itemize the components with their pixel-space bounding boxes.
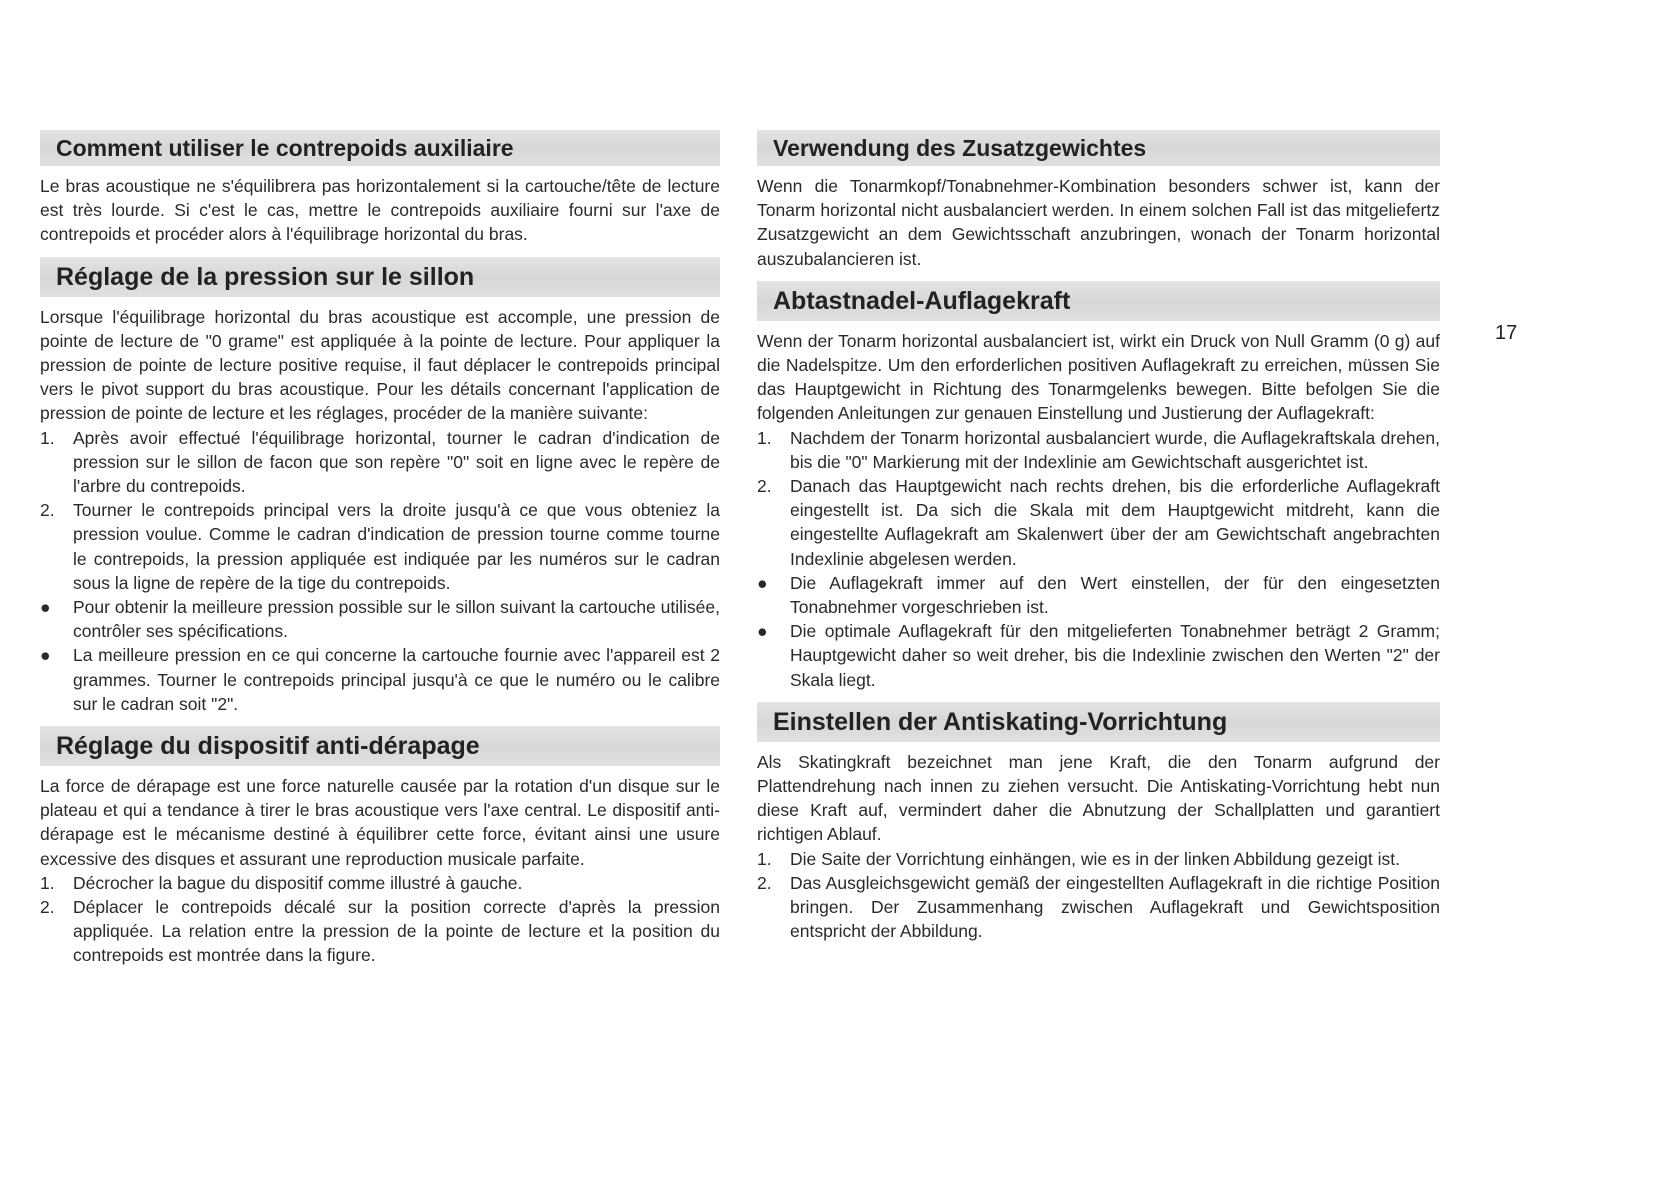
section-tracking-force-de [757,281,1440,692]
list-marker: 1. [40,427,55,448]
instruction-list [757,847,1440,944]
bullet-icon: ● [757,621,768,642]
list-item [757,847,1440,871]
list-item [40,498,720,595]
list-item-text: Tourner le contrepoids principal vers la droite jusqu'à ce que vous obteniez la pression voulue. Comme le cadran d'indication de pression tourne comme tourne le contrepoids, la pression appliquée est indiquée par les numéros sur le cadran sous la ligne de repère de la tige du contrepoids. [73,500,720,593]
list-marker: 2. [40,500,55,521]
section-paragraph: Le bras acoustique ne s'équilibrera pas horizontalement si la cartouche/tête de lecture est très lourde. Si c'est le cas, mettre le contrepoids auxiliaire fourni sur l'axe de contrepoids et procéder alors à l'équilibrage horizontal du bras. [40,176,720,245]
section-heading: Réglage du dispositif anti-dérapage [40,726,720,766]
section-antiskating-de [757,702,1440,944]
list-item [757,619,1440,692]
french-column [40,130,720,978]
list-marker: 1. [40,872,55,893]
list-marker: 2. [40,897,55,918]
section-heading: Abtastnadel-Auflagekraft [757,281,1440,321]
list-item-text: Die Saite der Vorrichtung einhängen, wie es in der linken Abbildung gezeigt ist. [790,848,1400,869]
list-marker: 2. [757,476,772,497]
section-paragraph: Wenn die Tonarmkopf/Tonabnehmer-Kombination besonders schwer ist, kann der Tonarm horizontal nicht ausbalanciert werden. In einem solchen Fall ist das mitgeliefertz Zusatzgewicht an dem Gewichtsschaft anzubringen, wonach der Tonarm horizontal auszubalancieren ist. [757,176,1440,269]
section-antiskating-fr [40,726,720,968]
list-item-text: Après avoir effectué l'équilibrage horizontal, tourner le cadran d'indication de pression sur le sillon de facon que son repère "0" soit en ligne avec le repère de l'arbre du contrepoids. [73,427,720,497]
section-auxiliary-weight-de [757,130,1440,271]
list-item [40,643,720,716]
list-item [40,895,720,968]
list-item [757,474,1440,571]
german-column [757,130,1440,953]
instruction-list [40,871,720,968]
instruction-list [40,426,720,716]
section-heading: Réglage de la pression sur le sillon [40,257,720,297]
list-marker: 2. [757,872,772,893]
list-item [40,595,720,643]
list-item [757,871,1440,944]
section-heading: Einstellen der Antiskating-Vorrichtung [757,702,1440,742]
list-item-text: Danach das Hauptgewicht nach rechts drehen, bis die erforderliche Auflagekraft eingestellt ist. Da sich die Skala mit dem Hauptgewicht mitdreht, kann die eingestellte Auflagekraft am Skalenwert über der am Gewichtschaft angebrachten Indexlinie abgelesen werden. [790,476,1440,569]
list-item-text: Décrocher la bague du dispositif comme illustré à gauche. [73,872,523,893]
section-paragraph: Als Skatingkraft bezeichnet man jene Kraft, die den Tonarm aufgrund der Plattendrehung nach innen zu ziehen versucht. Die Antiskating-Vorrichtung hebt nun diese Kraft auf, vermindert daher die Abnutzung der Schallplatten und garantiert richtigen Ablauf. [757,751,1440,845]
bullet-icon: ● [757,572,768,593]
section-tracking-force-fr [40,257,720,716]
list-item-text: Die optimale Auflagekraft für den mitgelieferten Tonabnehmer beträgt 2 Gramm; Hauptgewicht daher so weit dreher, bis die Indexlinie zwischen den Werten "2" der Skala liegt. [790,621,1440,690]
list-item-text: Die Auflagekraft immer auf den Wert einstellen, der für den eingesetzten Tonabnehmer vorgeschrieben ist. [790,572,1440,618]
list-item-text: La meilleure pression en ce qui concerne la cartouche fournie avec l'appareil est 2 grammes. Tourner le contrepoids principal jusqu'à ce que le numéro ou le calibre sur le cadran soit "2". [73,645,720,714]
bullet-icon: ● [40,645,51,666]
list-item-text: Das Ausgleichsgewicht gemäß der eingestellten Auflagekraft in die richtige Position bringen. Der Zusammenhang zwischen Auflagekraft und Gewichtsposition entspricht der Abbildung. [790,872,1440,942]
section-auxiliary-weight-fr [40,130,720,247]
instruction-list [757,426,1440,692]
list-item-text: Pour obtenir la meilleure pression possible sur le sillon suivant la cartouche utilisée, contrôler ses spécifications. [73,597,720,642]
page-number: 17 [1495,322,1518,344]
list-item [757,571,1440,619]
list-marker: 1. [757,427,772,448]
list-item [40,426,720,499]
section-paragraph: Lorsque l'équilibrage horizontal du bras acoustique est accomple, une pression de pointe de lecture de "0 grame" est appliquée à la pointe de lecture. Pour appliquer la pression de pointe de lecture positive requise, il faut déplacer le contrepoids principal vers le pivot support du bras acoustique. Pour les détails concernant l'application de pression de pointe de lecture et les réglages, procéder de la manière suivante: [40,306,720,424]
section-heading: Comment utiliser le contrepoids auxiliaire [40,130,720,166]
list-marker: 1. [757,848,772,869]
list-item-text: Nachdem der Tonarm horizontal ausbalanciert wurde, die Auflagekraftskala drehen, bis die "0" Markierung mit der Indexlinie am Gewichtschaft ausgerichtet ist. [790,427,1440,472]
section-paragraph: Wenn der Tonarm horizontal ausbalanciert ist, wirkt ein Druck von Null Gramm (0 g) auf die Nadelspitze. Um den erforderlichen positiven Auflagekraft zu erreichen, müssen Sie das Hauptgewicht in Richtung des Tonarmgelenks bewegen. Bitte befolgen Sie die folgenden Anleitungen zur genauen Einstellung und Justierung der Auflagekraft: [757,330,1440,424]
list-item [757,426,1440,474]
list-item [40,871,720,895]
section-paragraph: La force de dérapage est une force naturelle causée par la rotation d'un disque sur le plateau et qui a tendance à tirer le bras acoustique vers l'axe central. Le dispositif anti-dérapage est le mécanisme destiné à équilibrer cette force, évitant ainsi une usure excessive des disques et assurant une reproduction musicale parfaite. [40,776,720,869]
section-heading: Verwendung des Zusatzgewichtes [757,130,1440,166]
bullet-icon: ● [40,597,51,618]
list-item-text: Déplacer le contrepoids décalé sur la position correcte d'après la pression appliquée. La relation entre la pression de la pointe de lecture et la position du contrepoids est montrée dans la figure. [73,897,720,966]
